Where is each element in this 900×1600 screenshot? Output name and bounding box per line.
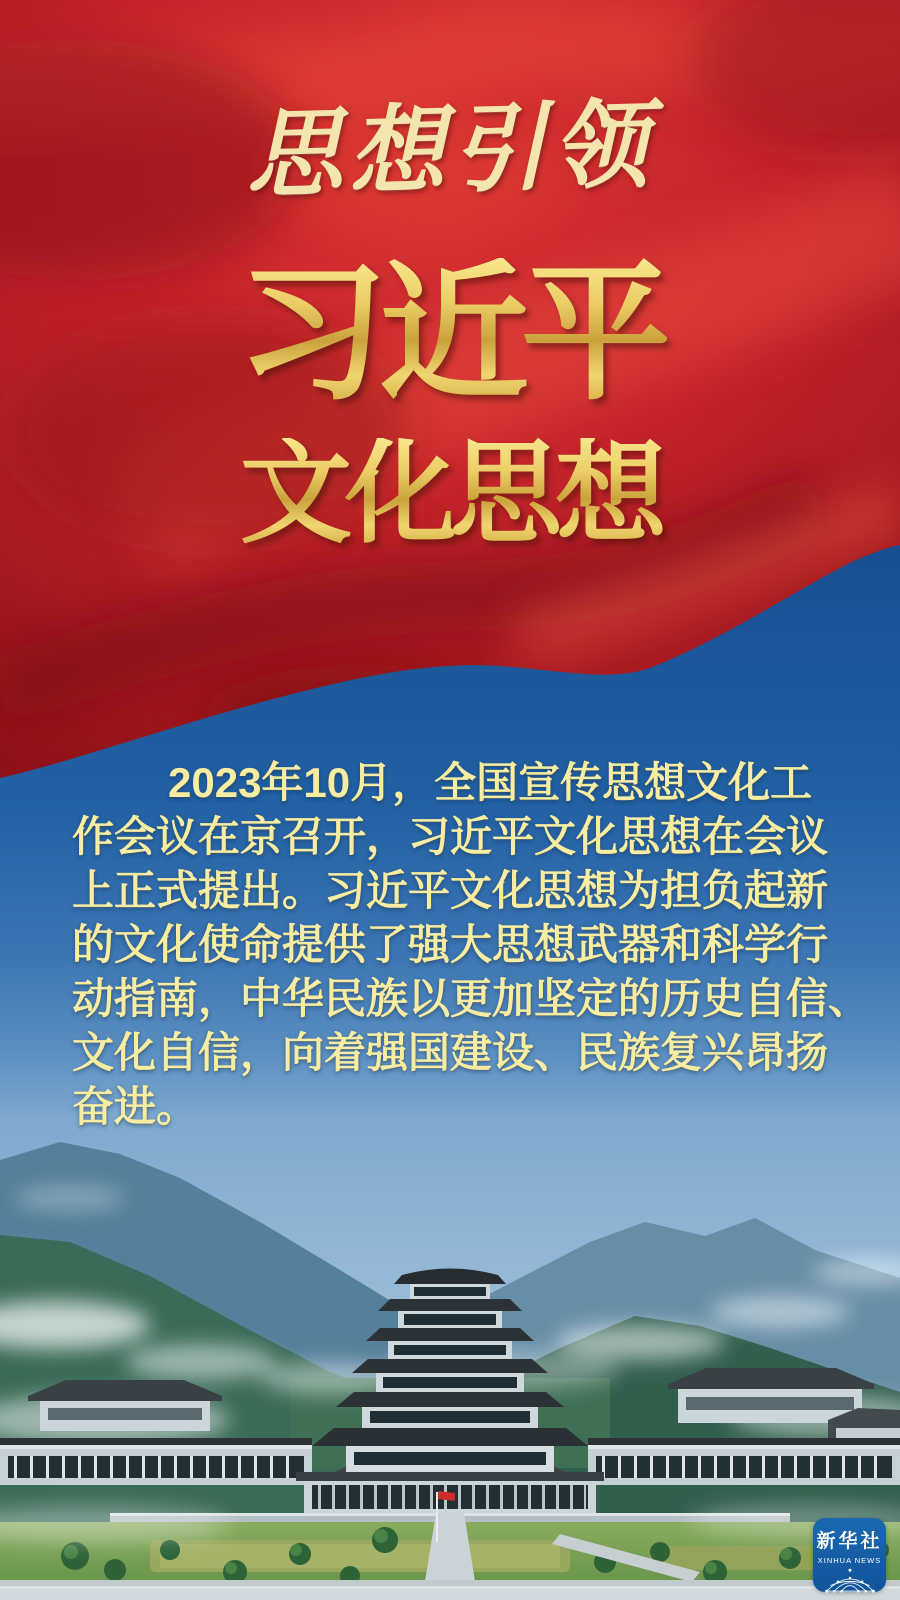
kicker-calligraphy: 思想引领 [244, 91, 656, 210]
xinhua-logo [813, 1518, 886, 1592]
body-line: 动指南，中华民族以更加坚定的历史自信、 [72, 975, 871, 1022]
xinhua-logo-cn: 新华社 [816, 1531, 883, 1552]
body-line: 的文化使命提供了强大思想武器和科学行 [72, 921, 829, 968]
body-line: 作会议在京召开，习近平文化思想在会议 [72, 813, 829, 860]
body-line: 2023年10月，全国宣传思想文化工 [168, 759, 813, 806]
flagpole [436, 1492, 438, 1542]
body-line: 文化自信，向着强国建设、民族复兴昂扬 [72, 1029, 829, 1076]
main-title-line2: 文化思想 [0, 438, 900, 550]
xinhua-logo-en: XINHUA NEWS [817, 1556, 882, 1565]
main-title-line1: 习近平 [0, 258, 900, 408]
landscape-photo [0, 1120, 900, 1600]
xinhua-network-globe-icon [819, 1567, 881, 1593]
body-line: 奋进。 [72, 1083, 199, 1130]
body-line: 上正式提出。习近平文化思想为担负起新 [72, 867, 829, 914]
body-paragraph [72, 756, 872, 1134]
